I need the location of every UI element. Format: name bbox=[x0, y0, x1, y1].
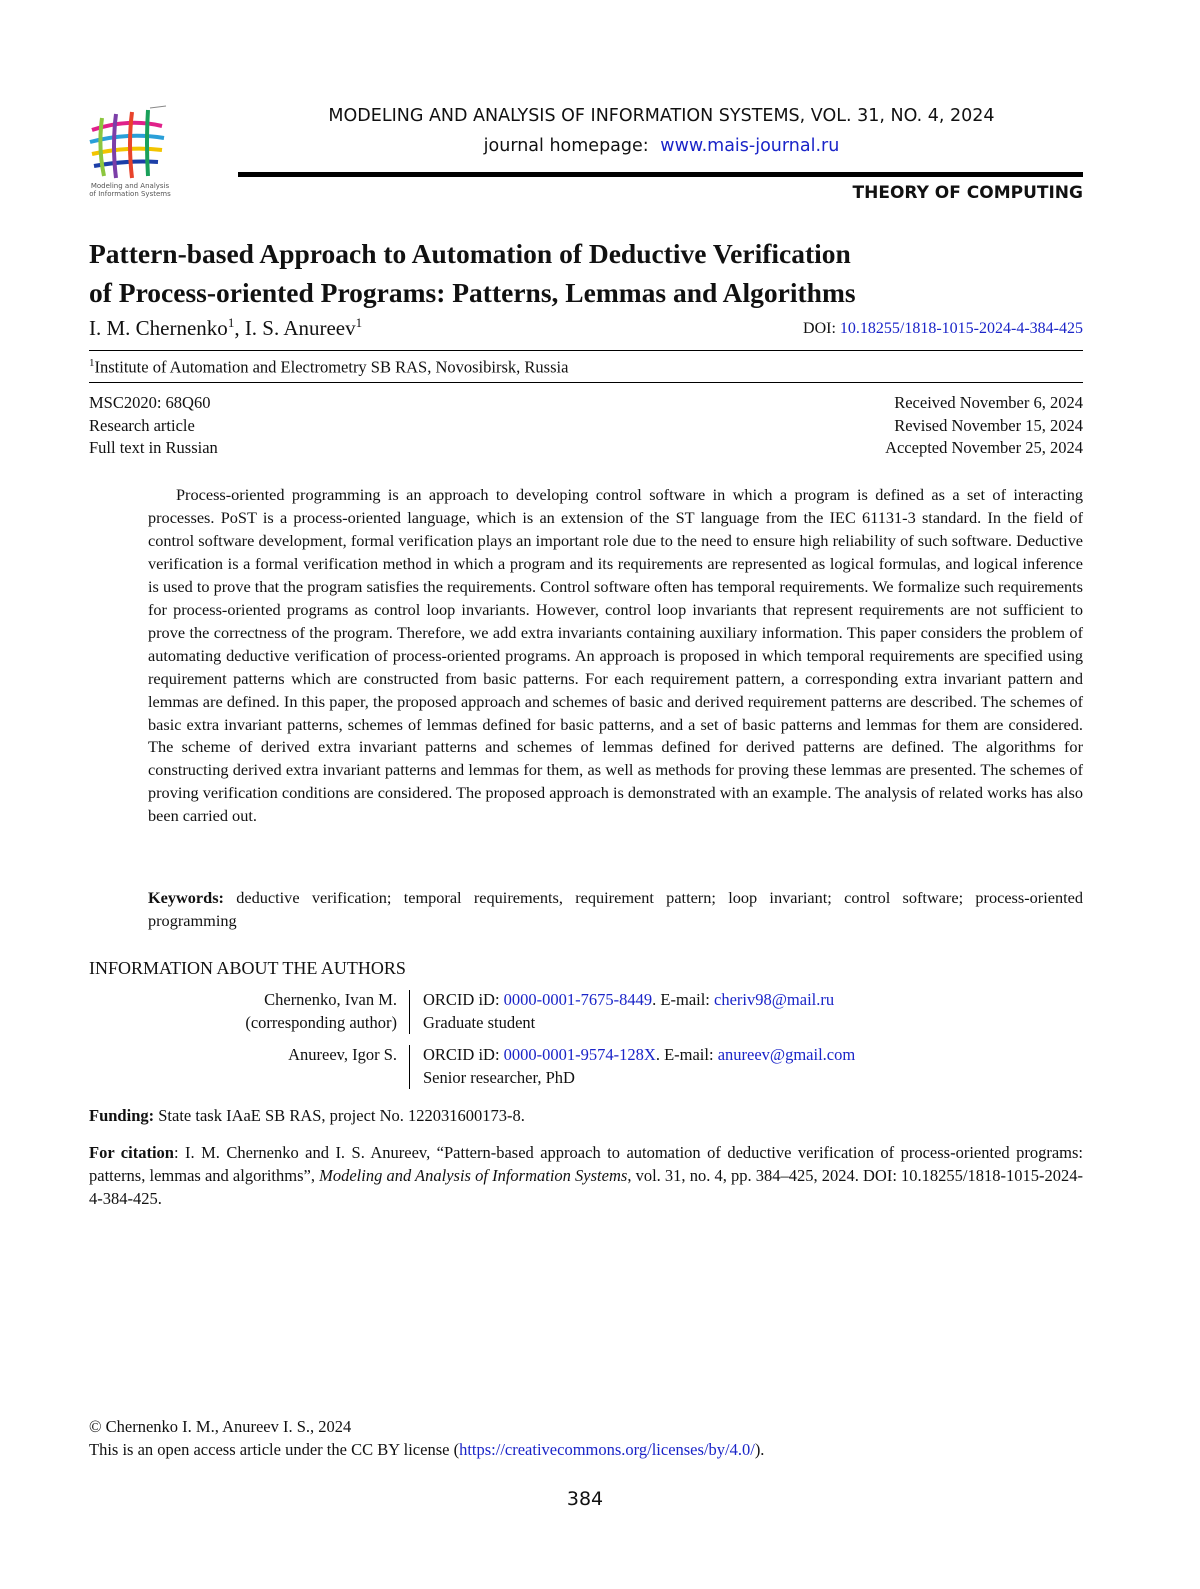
orcid-link[interactable]: 0000-0001-9574-128X bbox=[503, 1045, 656, 1064]
keywords bbox=[148, 886, 1083, 932]
email-link[interactable]: anureev@gmail.com bbox=[717, 1045, 856, 1064]
journal-logo-text: Modeling and Analysis of Information Systems bbox=[89, 182, 171, 198]
author-1: I. M. Chernenko bbox=[89, 316, 228, 340]
author-info-name: Chernenko, Ivan M. bbox=[264, 990, 397, 1009]
keywords-label: Keywords: bbox=[148, 888, 224, 907]
funding-label: Funding: bbox=[89, 1106, 155, 1125]
author-info-note: (corresponding author) bbox=[245, 1013, 397, 1032]
license bbox=[89, 1438, 764, 1461]
citation-journal: Modeling and Analysis of Information Systems bbox=[319, 1166, 628, 1185]
orcid-link[interactable]: 0000-0001-7675-8449 bbox=[503, 990, 653, 1009]
article-type: Research article bbox=[89, 415, 195, 435]
author-info-divider bbox=[409, 990, 410, 1034]
affiliation-marker: 1 bbox=[89, 357, 95, 369]
author-info-position: Graduate student bbox=[423, 1013, 536, 1032]
article-dates bbox=[885, 392, 1083, 460]
author-2: , I. S. Anureev bbox=[234, 316, 356, 340]
article-language: Full text in Russian bbox=[89, 438, 218, 457]
citation-text-2: , vol. 31, no. 4, pp. 384–425, 2024. DOI: 10.18255/1818-1015-2024-4-384-425. bbox=[89, 1166, 1084, 1208]
author-info-contact bbox=[423, 1043, 855, 1066]
journal-logo-graphic bbox=[88, 104, 172, 182]
header-rule bbox=[238, 172, 1083, 177]
citation bbox=[89, 1141, 1083, 1210]
journal-homepage bbox=[240, 136, 1083, 156]
homepage-label: journal homepage: bbox=[483, 136, 649, 156]
title-line-1: Pattern-based Approach to Automation of Deductive Verification bbox=[89, 238, 851, 269]
orcid-label: ORCID iD: bbox=[423, 990, 504, 1009]
doi bbox=[803, 320, 1083, 338]
journal-name: MODELING AND ANALYSIS OF INFORMATION SYSTEMS, VOL. 31, NO. 4, 2024 bbox=[328, 106, 995, 126]
copyright-block bbox=[89, 1415, 764, 1461]
citation-text-1: : I. M. Chernenko and I. S. Anureev, “Pattern-based approach to automation of deductive verification of process-oriented programs: patterns, lemmas and algorithms”, bbox=[89, 1143, 1083, 1185]
author-info-name: Anureev, Igor S. bbox=[288, 1045, 397, 1064]
orcid-label: ORCID iD: bbox=[423, 1045, 504, 1064]
email-label: . E-mail: bbox=[655, 1045, 718, 1064]
abstract: Process-oriented programming is an approach to developing control software in which a program is defined as a set of interacting processes. PoST is a process-oriented language, which is an extension of the ST language from the IEC 61131-3 standard. In the field of control software development, formal verification plays an important role due to the need to ensure high reliability of such software. Deductive verification is a formal verification method in which a program and its requirements are represented as logical formulas, and logical inference is used to prove that the program satisfies the requirements. Control software often has temporal requirements. We formalize such requirements for process-oriented programs as control loop invariants. However, control loop invariants that represent requirements are not sufficient to prove the correctness of the program. Therefore, we add extra invariants containing auxiliary information. This paper considers the problem of automating deductive verification of process-oriented programs. An approach is proposed in which temporal requirements are specified using requirement patterns which are constructed from basic patterns. For each requirement pattern, a corresponding extra invariant pattern and lemmas are defined. In this paper, the proposed approach and schemes of basic and derived requirement patterns are described. The schemes of basic extra invariant patterns, schemes of lemmas defined for basic patterns, and a set of basic patterns and lemmas for them are considered. The scheme of derived extra invariant patterns and schemes of lemmas defined for derived patterns are defined. The algorithms for constructing derived extra invariant patterns and lemmas for them, as well as methods for proving these lemmas are presented. The schemes of proving verification conditions are considered. The proposed approach is demonstrated with an example. The analysis of related works has also been carried out. bbox=[148, 485, 1083, 826]
page-number: 384 bbox=[566, 1488, 604, 1510]
funding bbox=[89, 1106, 525, 1126]
author-info-row bbox=[89, 988, 1083, 1036]
doi-link[interactable]: 10.18255/1818-1015-2024-4-384-425 bbox=[839, 320, 1083, 337]
copyright: © Chernenko I. M., Anureev I. S., 2024 bbox=[89, 1417, 352, 1436]
author-info-divider bbox=[409, 1045, 410, 1089]
doi-label: DOI: bbox=[803, 320, 836, 337]
journal-logo bbox=[88, 104, 172, 200]
affiliation bbox=[89, 357, 568, 378]
date-received: Received November 6, 2024 bbox=[894, 393, 1083, 412]
email-label: . E-mail: bbox=[652, 990, 715, 1009]
title-line-2: of Process-oriented Programs: Patterns, Lemmas and Algorithms bbox=[89, 277, 856, 308]
license-end: ). bbox=[754, 1440, 765, 1459]
authors-info-heading: INFORMATION ABOUT THE AUTHORS bbox=[89, 958, 406, 978]
msc-code: MSC2020: 68Q60 bbox=[89, 393, 211, 412]
keywords-text: deductive verification; temporal requirements, requirement pattern; loop invariant; control software; process-oriented programming bbox=[148, 888, 1083, 930]
author-1-affil: 1 bbox=[227, 315, 235, 330]
citation-label: For citation bbox=[89, 1143, 174, 1162]
author-info-row bbox=[89, 1043, 1083, 1091]
section-label: THEORY OF COMPUTING bbox=[852, 183, 1083, 203]
date-revised: Revised November 15, 2024 bbox=[894, 415, 1083, 435]
homepage-link[interactable]: www.mais-journal.ru bbox=[660, 136, 840, 156]
affiliation-text: Institute of Automation and Electrometry SB RAS, Novosibirsk, Russia bbox=[94, 357, 569, 377]
article-title bbox=[89, 234, 1089, 312]
date-accepted: Accepted November 25, 2024 bbox=[885, 438, 1083, 457]
author-info-position: Senior researcher, PhD bbox=[423, 1068, 575, 1087]
divider bbox=[89, 382, 1083, 383]
funding-text: State task IAaE SB RAS, project No. 122031600173-8. bbox=[154, 1106, 525, 1125]
license-link[interactable]: https://creativecommons.org/licenses/by/4.0/ bbox=[459, 1440, 755, 1459]
author-2-affil: 1 bbox=[355, 315, 363, 330]
license-text: This is an open access article under the CC BY license ( bbox=[89, 1440, 460, 1459]
email-link[interactable]: cheriv98@mail.ru bbox=[714, 990, 835, 1009]
author-info-contact bbox=[423, 988, 834, 1011]
author-list bbox=[89, 315, 362, 341]
article-meta-left bbox=[89, 392, 218, 460]
divider bbox=[89, 350, 1083, 351]
